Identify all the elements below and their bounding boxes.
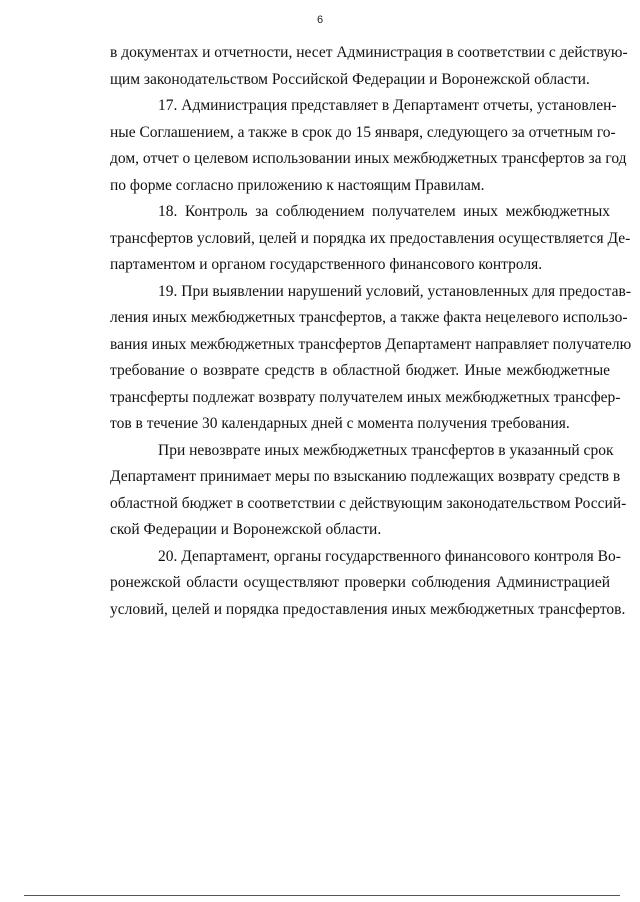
text-line: требование о возврате средств в областной бюджет. Иные межбюджетные — [110, 362, 610, 379]
page-number: 6 — [316, 14, 324, 26]
text-line: тов в течение 30 календарных дней с момента получения требования. — [110, 415, 570, 432]
document-body — [110, 40, 632, 623]
text-line: трансфертов условий, целей и порядка их предоставления осуществляется Де- — [110, 229, 631, 247]
text-line: условий, целей и порядка предоставления иных межбюджетных трансфертов. — [110, 600, 626, 618]
text-line: дом, отчет о целевом использовании иных межбюджетных трансфертов за год — [110, 150, 627, 167]
text-line: ской Федерации и Воронежской области. — [110, 521, 382, 538]
text-line: в документах и отчетности, несет Администрация в соответствии с действую- — [110, 44, 628, 61]
text-line: 19. При выявлении нарушений условий, установленных для предостав- — [158, 282, 631, 300]
paragraph-continuation — [110, 40, 628, 93]
text-line: При невозврате иных межбюджетных трансфертов в указанный срок — [158, 441, 614, 459]
text-line: ления иных межбюджетных трансфертов, а также факта нецелевого использо- — [110, 309, 628, 326]
paragraph-item-17 — [110, 93, 627, 199]
text-line: областной бюджет в соответствии с действующим законодательством Россий- — [110, 494, 627, 512]
text-line: Департамент принимает меры по взысканию подлежащих возврату средств в — [110, 468, 621, 485]
text-line: 17. Администрация представляет в Департамент отчеты, установлен- — [158, 97, 617, 114]
paragraph-non-return — [110, 438, 627, 544]
text-line: трансферты подлежат возврату получателем иных межбюджетных трансфер- — [110, 388, 621, 406]
paragraph-item-18 — [110, 199, 631, 279]
text-line: 18. Контроль за соблюдением получателем иных межбюджетных — [158, 203, 610, 220]
paragraph-item-20 — [110, 544, 626, 624]
paragraph-item-19 — [110, 279, 632, 438]
text-line: по форме согласно приложению к настоящим Правилам. — [110, 176, 485, 194]
text-line: щим законодательством Российской Федерации и Воронежской области. — [110, 70, 590, 88]
text-line: ные Соглашением, а также в срок до 15 января, следующего за отчетным го- — [110, 123, 616, 141]
text-line: 20. Департамент, органы государственного финансового контроля Во- — [158, 547, 621, 565]
text-line: вания иных межбюджетных трансфертов Департамент направляет получателю — [110, 335, 632, 353]
text-line: ронежской области осуществляют проверки соблюдения Администрацией — [110, 574, 610, 591]
text-line: партаментом и органом государственного финансового контроля. — [110, 256, 543, 273]
bottom-divider — [24, 895, 620, 896]
